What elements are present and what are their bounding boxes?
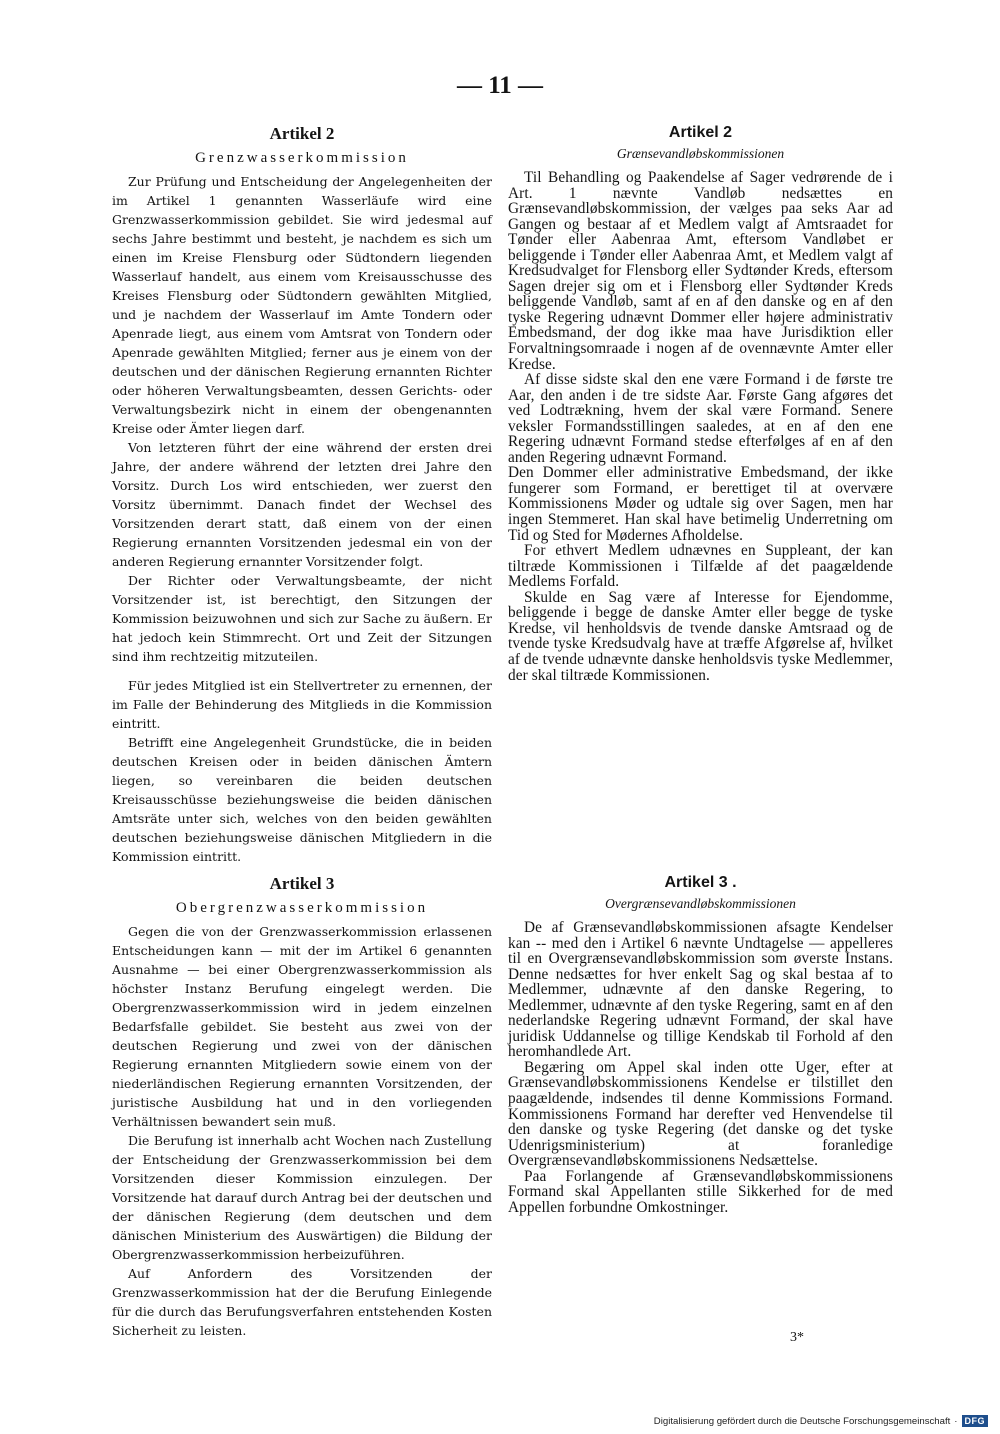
footer-separator: · (954, 1415, 958, 1427)
danish-art2-paragraph: For ethvert Medlem udnævnes en Suppleant, der kan tiltræde Kommissionen i Tilfælde af det paagældende Medlems Forfald. (508, 542, 893, 591)
german-art3-paragraph: Gegen die von der Grenzwasserkommission erlassenen Entscheidungen kann — mit der im Artikel 6 genannten Ausnahme — bei einer Obergrenzwasserkommission als höchster Instanz Berufung eingelegt werden. Die Obergrenzwasserkommission wird in jedem einzelnen Bedarfsfalle gebildet. Sie besteht aus zwei von der deutschen Regierung und zwei von der dänischen Regierung ernannten Mitgliedern sowie einem von der niederländischen Regierung ernannten Vorsitzenden, der juristische Ausbildung hat und in den vorliegenden Verhältnissen bewandert sein muß. (112, 924, 492, 1129)
german-artikel-3 (112, 874, 492, 1340)
german-art3-subheading: Obergrenzwasserkommission (175, 900, 429, 916)
danish-art2-paragraph: Den Dommer eller administrative Embedsmand, der ikke fungerer som Formand, er berettiget til at overvære Kommissionens Møder og udtale sig over Sagen, men har ingen Stemmeret. Han skal have betimelig Underretning om Tid og Sted for Mødernes Afholdelse. (508, 464, 893, 544)
danish-art3-paragraph: Paa Forlangende af Grænsevandløbskommissionens Formand skal Appellanten stille Sikkerhed for de med Appellen forbundne Omkostninger. (508, 1167, 893, 1216)
danish-art3-paragraph: Begæring om Appel skal inden otte Uger, efter at Grænsevandløbskommissionens Kendelse er tilstillet den paagældende, indsendes til denne Kommissions Formand. Kommissionens Formand har derefter ved Henvendelse til den danske og tyske Regering (det danske og det tyske Udenrigsministerium) at foranledige Overgrænsevandløbskommissionens Nedsættelse. (508, 1058, 893, 1170)
danish-art2-paragraph: Af disse sidste skal den ene være Formand i de første tre Aar, den anden i de tre sidste Aar. Første Gang afgøres det ved Lodtrækning, hvem der skal være Formand. Senere veksler Formandsstillingen saaledes, at en af den ene Regering udnævnt Formand stedse efterfølges af en af den anden Regering udnævnt Formand. (508, 371, 893, 466)
german-art3-heading: Artikel 3 (269, 874, 335, 893)
danish-art3-subheading: Overgrænsevandløbskommissionen (605, 896, 796, 911)
danish-artikel-2 (508, 124, 893, 683)
german-art2-heading: Artikel 2 (269, 124, 335, 143)
danish-art3-paragraph: De af Grænsevandløbskommissionen afsagte Kendelser kan -- med den i Artikel 6 nævnte Undtagelse — appelleres til en Overgrænsevandløbskommission som øverste Instans. Denne nedsættes for hver enkelt Sag og skal bestaa af to Medlemmer, udnævnte af den danske Regering, to Medlemmer, udnævnte af den tyske Regering, samt en af den nederlandske Regering udnævnt Formand, der skal have juridisk Uddannelse og tillige Kendskab til Forhold af den heromhandlede Art. (508, 919, 893, 1061)
dfg-logo-icon: DFG (962, 1415, 989, 1427)
danish-art2-heading: Artikel 2 (668, 124, 733, 141)
german-art2-paragraph: Für jedes Mitglied ist ein Stellvertreter zu ernennen, der im Falle der Behinderung des Mitglieds in die Kommission eintritt. (112, 678, 492, 731)
german-art2-paragraph: Betrifft eine Angelegenheit Grundstücke, die in beiden deutschen Kreisen oder in beiden dänischen Ämtern liegen, so vereinbaren die beiden deutschen Kreisausschüsse beziehungsweise die beiden dänischen Amtsräte unter sich, welches von den beiden gewählten deutschen beziehungsweise dänischen Mitgliedern in die Kommission eintritt. (112, 735, 492, 864)
german-art3-paragraph: Die Berufung ist innerhalb acht Wochen nach Zustellung der Entscheidung der Grenzwasserkommission bei dem Vorsitzenden dieser Kommission einzulegen. Der Vorsitzende hat darauf durch Antrag bei der deutschen und der dänischen Regierung (dem deutschen und dem dänischen Ministerium des Auswärtigen) die Bildung der Obergrenzwasserkommission herbeizuführen. (112, 1133, 492, 1262)
german-art2-paragraph: Zur Prüfung und Entscheidung der Angelegenheiten der im Artikel 1 genannten Wasserläufe wird eine Grenzwasserkommission gebildet. Sie wird jedesmal auf sechs Jahre bestimmt und besteht, je nachdem es sich um einen im Kreise Flensburg oder Südtondern liegenden Wasserlauf handelt, aus einem vom Kreisausschusse des Kreises Flensburg oder Südtondern gewählten Mitglied, und je nachdem der Wasserlauf im Amte Tondern oder Apenrade liegt, aus einem vom Amtsrat von Tondern oder Apenrade gewählten Mitglied; ferner aus je einem von der deutschen und der dänischen Regierung ernannten Richter oder höheren Verwaltungsbeamten, dessen Gerichts- oder Verwaltungsbezirk nicht in einem der obengenannten Kreise oder Ämter liegen darf. (112, 174, 492, 436)
danish-art2-paragraph: Til Behandling og Paakendelse af Sager vedrørende de i Art. 1 nævnte Vandløb nedsættes en Grænsevandløbskommission, der vælges paa seks Aar ad Gangen og bestaar af et Medlem valgt af Amtsraadet for Tønder eller Aabenraa Amt, eftersom Vandløbet er beliggende i Tønder eller Aabenraa Amt, et Medlem valgt af Kredsudvalget for Flensborg eller Sydtønder Kreds, eftersom Sagen drejer sig om et i Flensborg eller Sydtønder Kreds beliggende Vandløb, samt af en af den danske og en af den tyske Regering udnævnt Dommer eller højere administrativ Embedsmand, der dog ikke maa have Jurisdiktion eller Forvaltningsomraade i nogen af de ovennævnte Amter eller Kredse. (508, 169, 893, 373)
danish-art3-heading: Artikel 3 . (664, 874, 737, 891)
german-art2-paragraph: Der Richter oder Verwaltungsbeamte, der nicht Vorsitzender ist, ist berechtigt, den Sitzungen der Kommission beizuwohnen und sich zur Sache zu äußern. Er hat jedoch kein Stimmrecht. Ort und Zeit der Sitzungen sind ihm rechtzeitig mitzuteilen. (112, 573, 492, 664)
page-number: — 11 — (456, 72, 544, 99)
digitization-footer (654, 1413, 988, 1429)
sheet-signature: 3* (790, 1330, 804, 1345)
german-art3-paragraph: Auf Anfordern des Vorsitzenden der Grenzwasserkommission hat der die Berufung Einlegende für die durch das Berufungsverfahren entstehenden Kosten Sicherheit zu leisten. (112, 1266, 492, 1338)
danish-art2-paragraph: Skulde en Sag være af Interesse for Ejendomme, beliggende i begge de danske Amter eller begge de tyske Kredse, vil henholdsvis de tvende danske Amtsraad og de tvende tyske Kredsudvalg have at træffe Afgørelse af, hvilket af de tvende udnævnte danske henholdsvis tyske Medlemmer, der skal tiltræde Kommissionen. (508, 588, 893, 684)
footer-text: Digitalisierung gefördert durch die Deutsche Forschungsgemeinschaft (653, 1415, 951, 1427)
german-art2-paragraph: Von letzteren führt der eine während der ersten drei Jahre, der andere während der letzten drei Jahre den Vorsitz. Durch Los wird entschieden, wer zuerst den Vorsitz übernimmt. Danach findet der Wechsel des Vorsitzenden derart statt, daß einem von der einen Regierung ernannten Vorsitzenden jedesmal ein von der anderen Regierung ernannter Vorsitzender folgt. (112, 440, 492, 569)
german-artikel-2 (112, 124, 492, 866)
german-art2-subheading: Grenzwasserkommission (195, 150, 409, 166)
danish-artikel-3 (508, 874, 893, 1215)
danish-art2-subheading: Grænsevandløbskommissionen (616, 146, 785, 161)
